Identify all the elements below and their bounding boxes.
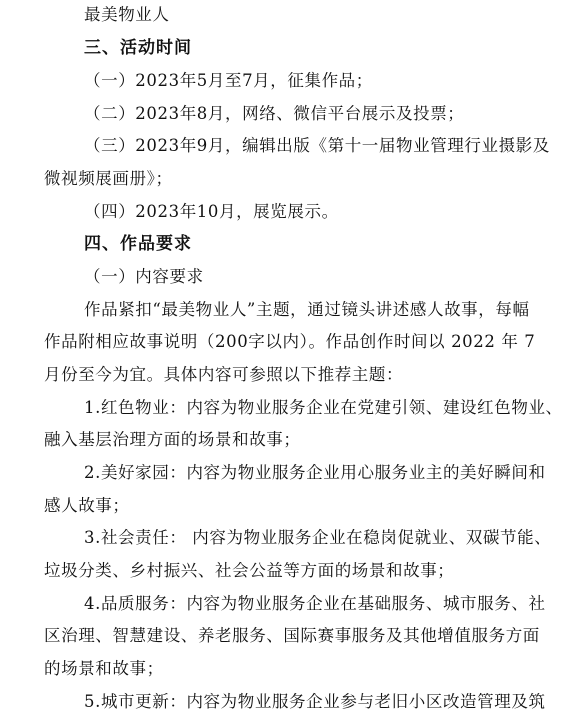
- schedule-item-3-continued: 微视频展画册》；: [44, 169, 173, 188]
- paragraph-line: 月份至今为宜。具体内容可参照以下推荐主题：: [44, 365, 404, 384]
- theme-item-4-continued: 区治理、智慧建设、养老服务、国际赛事服务及其他增值服务方面: [44, 626, 540, 645]
- theme-item-1-continued: 融入基层治理方面的场景和故事；: [44, 430, 301, 449]
- paragraph-line: 作品紧扣“最美物业人”主题，通过镜头讲述感人故事，每幅: [84, 300, 530, 319]
- section-heading-work-requirements: 四、作品要求: [84, 234, 192, 254]
- theme-item-3: 3.社会责任： 内容为物业服务企业在稳岗促就业、双碳节能、: [84, 528, 552, 547]
- schedule-item-1: （一）2023年5月至7月，征集作品；: [84, 71, 373, 90]
- schedule-item-4: （四）2023年10月，展览展示。: [84, 202, 339, 221]
- theme-item-2: 2.美好家园：内容为物业服务企业用心服务业主的美好瞬间和: [84, 463, 546, 482]
- section-heading-activity-time: 三、活动时间: [84, 38, 192, 58]
- theme-item-5: 5.城市更新：内容为物业服务企业参与老旧小区改造管理及筑: [84, 692, 546, 711]
- paragraph-line: 作品附相应故事说明（200字以内）。作品创作时间以 2022 年 7: [44, 332, 536, 351]
- theme-item-3-continued: 垃圾分类、乡村振兴、社会公益等方面的场景和故事；: [44, 561, 455, 580]
- subsection-heading-content: （一）内容要求: [84, 267, 204, 286]
- theme-item-4: 4.品质服务：内容为物业服务企业在基础服务、城市服务、社: [84, 594, 546, 613]
- theme-item-4-continued: 的场景和故事；: [44, 659, 164, 678]
- schedule-item-2: （二）2023年8月，网络、微信平台展示及投票；: [84, 104, 465, 123]
- theme-item-1: 1.红色物业：内容为物业服务企业在党建引领、建设红色物业、: [84, 398, 563, 417]
- text-line-continuation: 最美物业人: [84, 5, 170, 24]
- theme-item-2-continued: 感人故事；: [44, 496, 130, 515]
- schedule-item-3: （三）2023年9月，编辑出版《第十一届物业管理行业摄影及: [84, 136, 550, 155]
